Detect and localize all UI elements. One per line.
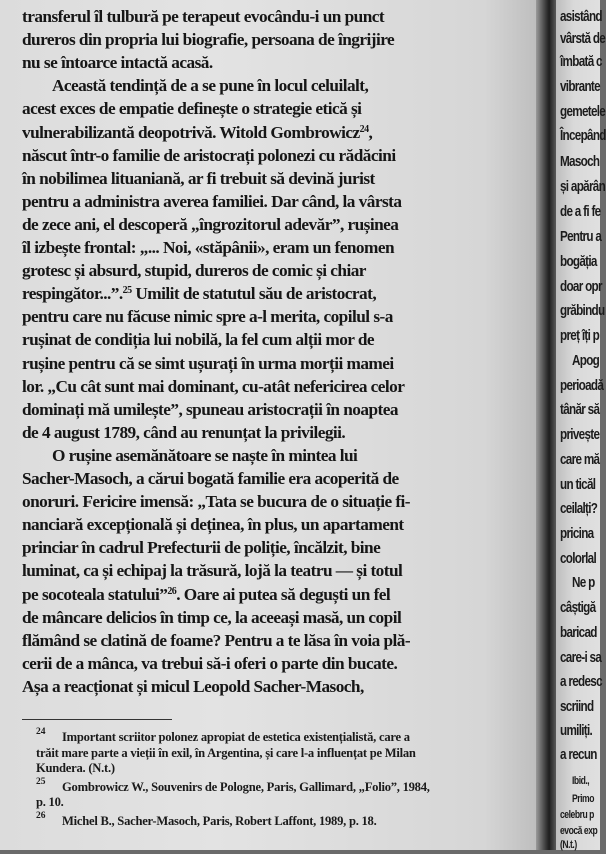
text-line xyxy=(22,214,398,236)
line-text: acest exces de empatie definește o strategie etică și xyxy=(22,99,362,119)
text-line xyxy=(22,306,393,328)
line-text: lor. „Cu cât sunt mai dominant, cu-atât nefericirea celor xyxy=(22,376,405,396)
right-text-line: scriind xyxy=(560,698,594,715)
text-line xyxy=(22,399,398,421)
line-text: Așa a reacționat și micul Leopold Sacher-Masoch, xyxy=(22,676,364,696)
right-text-line: și apărân xyxy=(560,178,606,195)
text-line xyxy=(22,376,404,398)
footnote-line: p. 10. xyxy=(36,795,64,809)
text-line xyxy=(22,584,390,606)
line-text: în nobilimea lituaniană, ar fi trebuit să devină jurist xyxy=(22,168,375,188)
line-text: nanciară excepțională și deținea, în plus, un apartament xyxy=(22,515,404,535)
text-line xyxy=(22,676,364,698)
right-text-line: doar opr xyxy=(560,278,602,295)
text-line xyxy=(22,168,375,190)
right-text-line: îmbată c xyxy=(560,53,602,70)
right-text-line: a redesc xyxy=(560,673,602,690)
right-text-line: Ne p xyxy=(572,574,595,591)
line-text: de zece ani, el descoperă „îngrozitorul adevăr”, rușinea xyxy=(22,214,399,234)
text-line xyxy=(22,653,397,675)
right-text-line: câștigă xyxy=(560,599,596,616)
line-text: cerii de a mânca, va trebui să-i oferi o parte din bucate. xyxy=(22,653,398,673)
right-footnote-line: celebru p xyxy=(560,809,594,821)
text-line xyxy=(22,29,394,51)
right-footnote-line: (N.t.) xyxy=(560,839,577,851)
line-text: O rușine asemănătoare se naște în mintea lui xyxy=(52,445,358,465)
line-text-tail: . Oare ai putea să deguști un fel xyxy=(176,584,391,604)
text-line xyxy=(22,283,376,305)
right-text-line: vârstă de xyxy=(560,30,606,47)
text-line xyxy=(22,422,345,444)
text-line xyxy=(22,145,396,167)
line-text: onoruri. Fericire imensă: „Tata se bucura de o situație fi- xyxy=(22,492,411,512)
line-text: grotesc și absurd, stupid, dureros de comic și chiar xyxy=(22,261,366,281)
text-line xyxy=(22,122,372,144)
line-text: Sacher-Masoch, a cărui bogată familie era acoperită de xyxy=(22,469,399,488)
right-text-line: preț îți p xyxy=(560,327,600,344)
text-line xyxy=(22,329,374,351)
right-text-line: Apog xyxy=(572,352,600,369)
line-text: rușinat de condiția lui nobilă, la fel cum alții mor de xyxy=(22,330,375,350)
text-line xyxy=(22,514,404,536)
text-line xyxy=(22,52,213,74)
right-footnote-line: Ibid., xyxy=(572,775,590,787)
line-text: născut într-o familie de aristocrați polonezi cu rădăcini xyxy=(22,145,396,165)
line-text: de mâncare delicios în timp ce, la aceeași masă, un copil xyxy=(22,607,402,627)
line-text: pentru care nu făcuse nimic spre a-l merita, copilul s-a xyxy=(22,307,393,327)
right-text-line: grăbindu xyxy=(560,302,605,319)
right-text-line: Masoch xyxy=(560,153,600,170)
right-text-line: ceilalți? xyxy=(560,500,598,517)
footnote-ref: 24 xyxy=(359,123,369,135)
right-text-line: asistând xyxy=(560,8,602,25)
text-line xyxy=(22,560,402,582)
right-text-line: care-i sa xyxy=(560,649,602,666)
footnote-ref: 25 xyxy=(122,285,132,297)
text-line xyxy=(22,98,361,120)
text-line xyxy=(22,468,399,490)
text-line xyxy=(22,607,401,629)
right-page xyxy=(556,0,606,851)
text-line xyxy=(22,237,394,259)
line-text: de 4 august 1789, când au renunțat la privilegii. xyxy=(22,422,346,442)
text-line xyxy=(22,353,394,375)
right-text-line: umiliți. xyxy=(560,722,593,739)
book-gutter xyxy=(536,0,558,850)
text-line xyxy=(52,75,368,97)
right-text-line: Începând xyxy=(560,127,606,144)
footnote-ref: 26 xyxy=(167,585,177,597)
footnote-rule xyxy=(22,719,172,720)
right-text-line: de a fi fe xyxy=(560,203,601,220)
line-text: flămând se clatină de foame? Pentru a te lăsa în voia plă- xyxy=(22,630,411,650)
text-line xyxy=(22,191,401,213)
line-text: nu se întoarce intactă acasă. xyxy=(22,53,213,73)
right-text-line: bogăția xyxy=(560,253,597,270)
footnote-line: Kundera. (N.t.) xyxy=(36,761,115,775)
right-text-line: care mă xyxy=(560,451,600,468)
right-text-line: gemetele xyxy=(560,103,606,120)
right-text-line: perioadă xyxy=(560,377,604,394)
footnote-number: 24 xyxy=(36,727,46,737)
right-text-line: vibrante xyxy=(560,78,600,95)
line-text: rușine pentru că se simt ușurați în urma morții mamei xyxy=(22,353,394,373)
line-text: dominați mă umilește”, spuneau aristocrații în noaptea xyxy=(22,399,398,419)
line-text: dureros din propria lui biografie, persoana de îngrijire xyxy=(22,30,395,50)
right-text-line: colorlal xyxy=(560,550,597,567)
line-text-tail: Umilit de statutul său de aristocrat, xyxy=(131,284,377,304)
footnote-line: trăit mare parte a vieții în exil, în Argentina, și care l-a influențat pe Milan xyxy=(36,745,416,760)
line-text: pe socoteala statului” xyxy=(22,584,168,604)
right-text-line: pricina xyxy=(560,525,594,542)
footnote-line: Michel B., Sacher-Masoch, Paris, Robert Laffont, 1989, p. 18. xyxy=(62,813,377,828)
footnote-number: 26 xyxy=(36,810,46,821)
right-text-line: Pentru a xyxy=(560,228,602,245)
right-text-line: baricad xyxy=(560,624,597,641)
line-text: luminat, ca și echipaj la trăsură, lojă la teatru — și totul xyxy=(22,561,403,581)
line-text: princiar în cadrul Prefecturii de poliție, încălzit, bine xyxy=(22,538,381,558)
right-text-line: tânăr să xyxy=(560,401,600,418)
line-text: transferul îl tulbură pe terapeut evocându-i un punct xyxy=(22,7,385,26)
right-text-line: privește xyxy=(560,426,600,443)
right-footnote-line: evocă exp xyxy=(560,825,598,837)
line-text: respingător...”. xyxy=(22,284,123,304)
line-text: pentru a administra averea familiei. Dar când, la vârsta xyxy=(22,191,402,211)
line-text: vulnerabilizantă deopotrivă. Witold Gombrowicz xyxy=(22,122,360,142)
text-line xyxy=(22,491,410,513)
text-line xyxy=(22,537,380,559)
footnote-line: Important scriitor polonez apropiat de estetica existențialistă, care a xyxy=(62,730,410,744)
line-text: Această tendință de a se pune în locul celuilalt, xyxy=(52,76,369,96)
text-line xyxy=(52,445,357,467)
right-text-line: a recun xyxy=(560,746,597,763)
text-line xyxy=(22,260,366,282)
footnote-number: 25 xyxy=(36,776,46,787)
footnote-line: Gombrowicz W., Souvenirs de Pologne, Paris, Gallimard, „Folio”, 1984, xyxy=(62,779,430,794)
right-text-line: un ticăl xyxy=(560,476,596,493)
text-line xyxy=(22,630,410,652)
right-footnote-line: Primo xyxy=(572,793,594,805)
line-text-tail: , xyxy=(368,122,373,142)
text-line xyxy=(22,6,384,28)
line-text: îl izbește frontal: „... Noi, «stăpânii», eram un fenomen xyxy=(22,238,395,257)
